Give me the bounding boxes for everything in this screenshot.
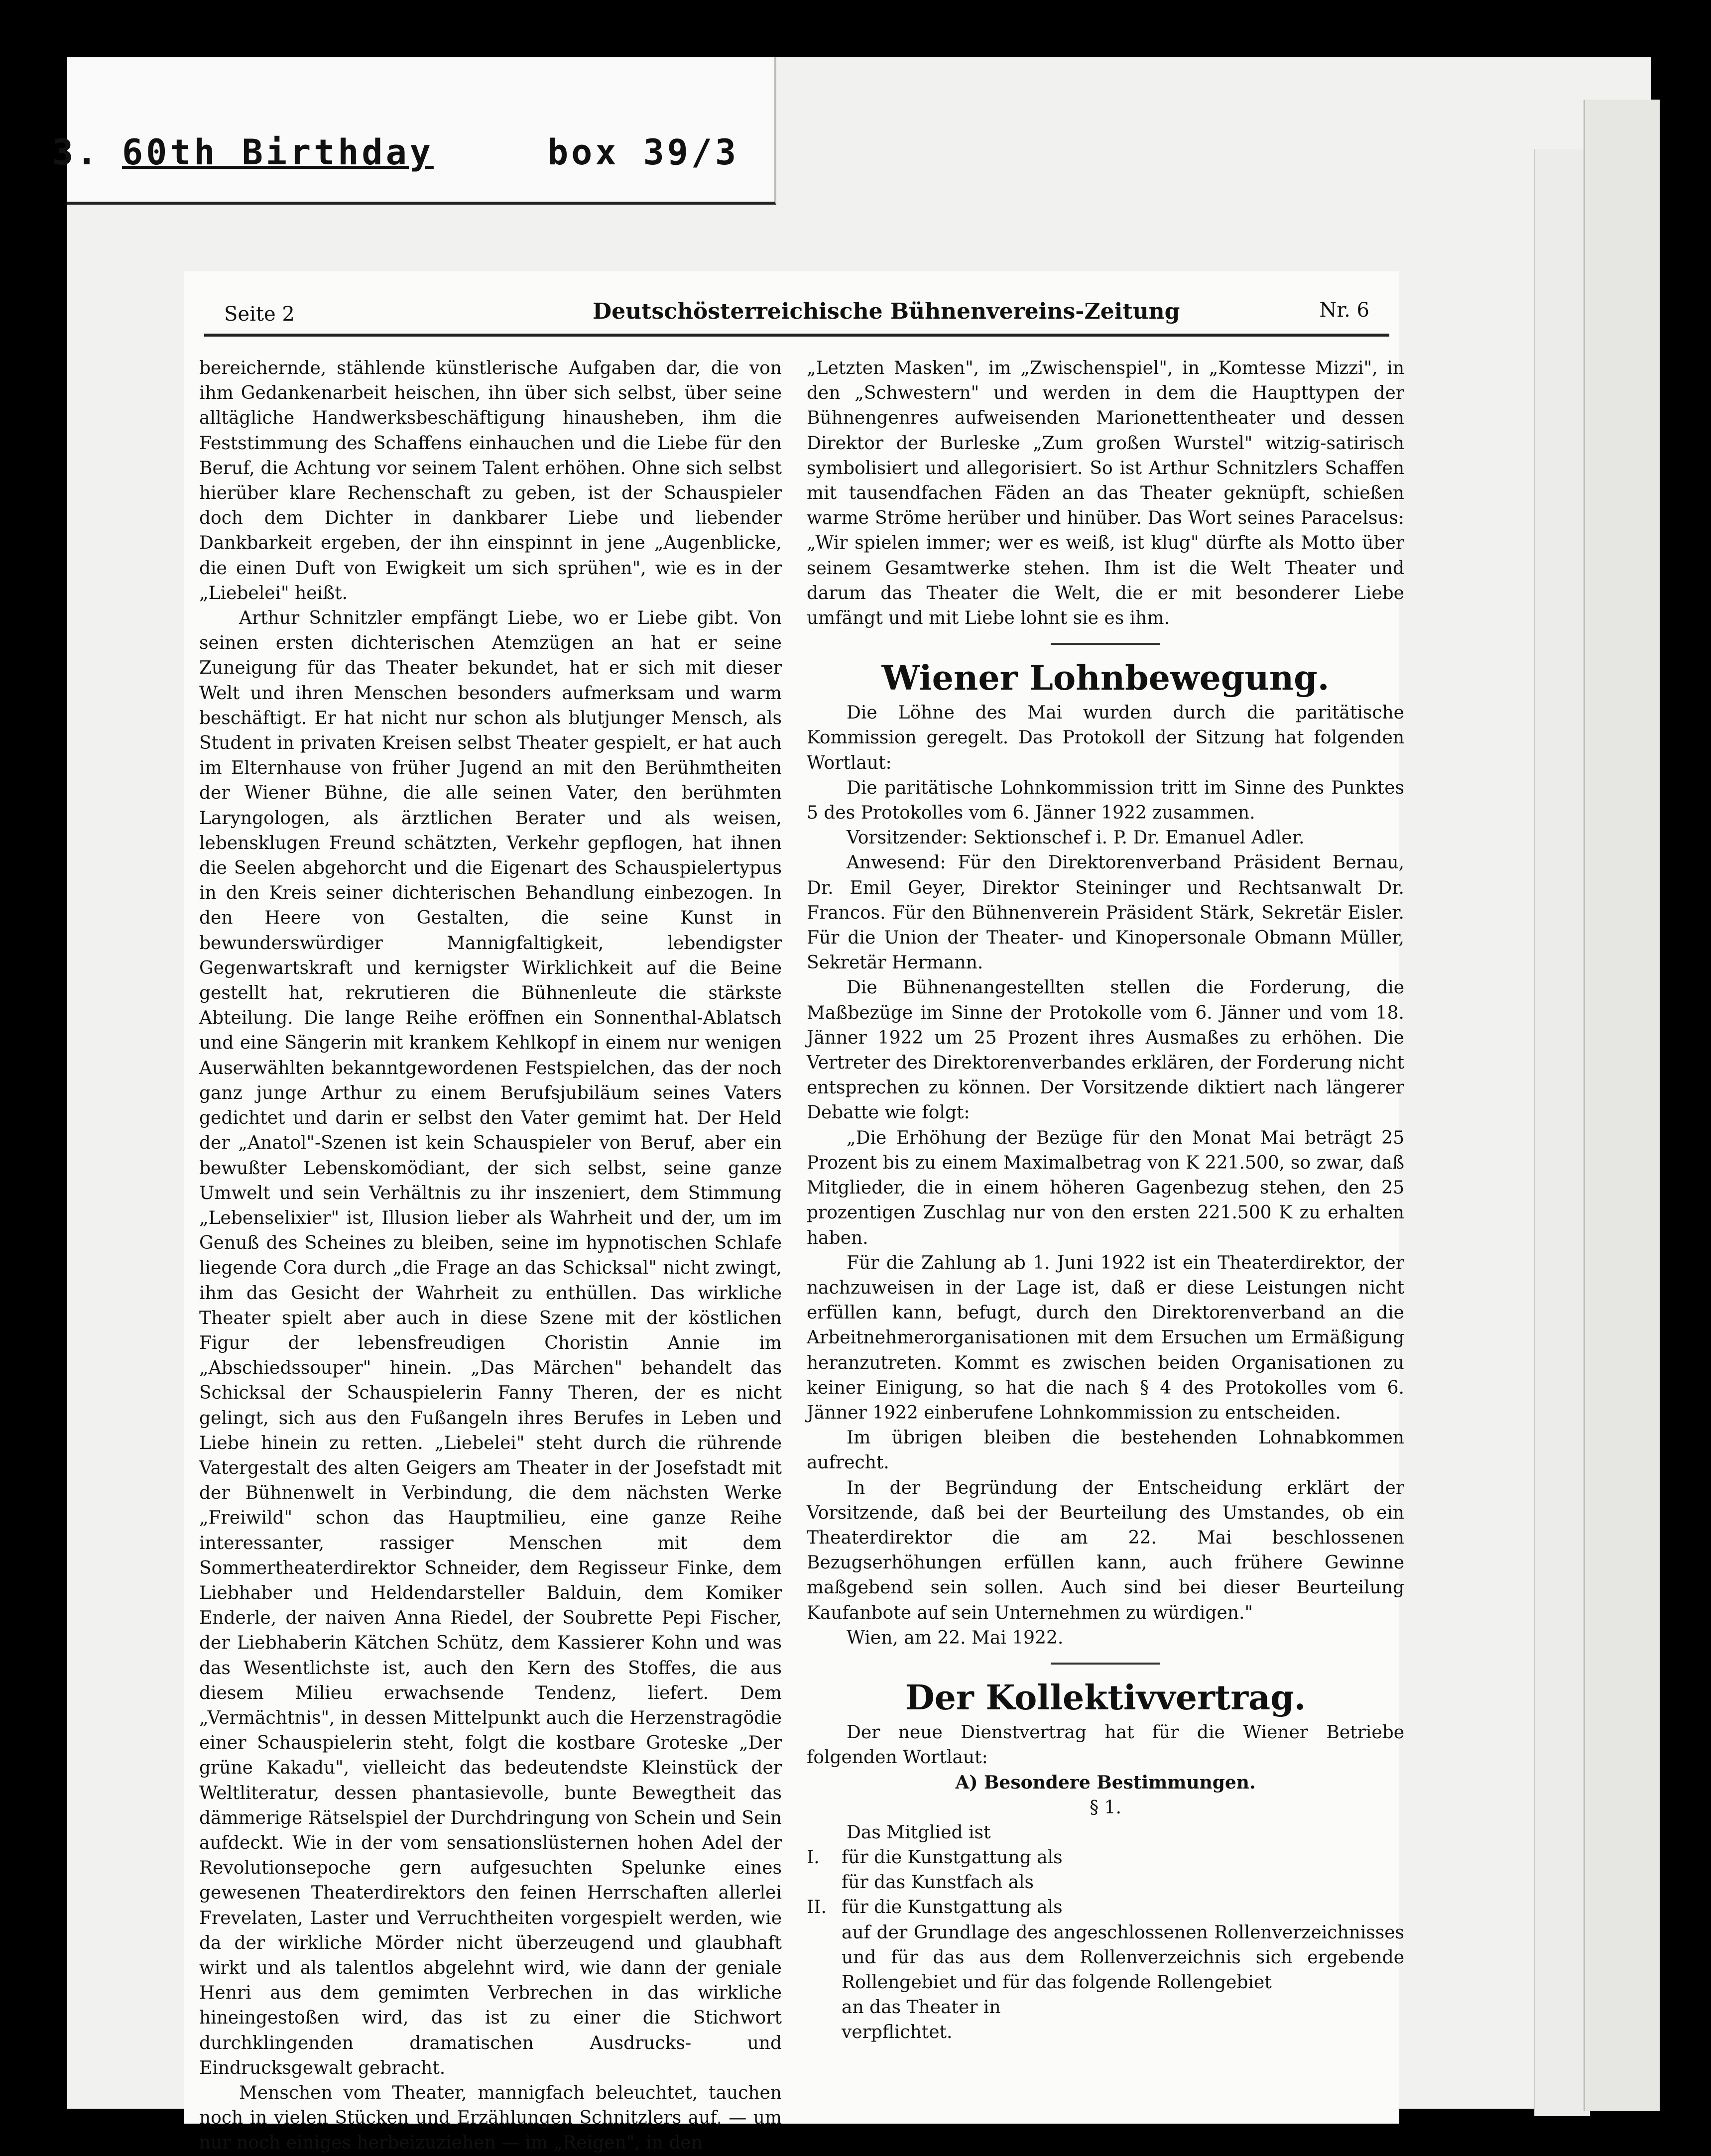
kv-item-line: verpflichtet. (842, 2022, 953, 2043)
page-number: Seite 2 (224, 303, 295, 326)
lohn-date: Wien, am 22. Mai 1922. (847, 1627, 1064, 1648)
newspaper-title: Deutschösterreichische Bühnenvereins-Zeitung (593, 299, 1180, 324)
kv-item (807, 1895, 1404, 1920)
heading-wiener-lohnbewegung: Wiener Lohnbewegung. (881, 658, 1330, 699)
kv-item-line: für die Kunstgattung als (842, 1897, 1063, 1918)
lohn-paragraph: Vorsitzender: Sektionschef i. P. Dr. Emanuel Adler. (847, 828, 1305, 848)
kv-intro: Der neue Dienstvertrag hat für die Wiener Betriebe folgenden Wortlaut: (807, 1722, 1404, 1768)
page-header (204, 299, 1389, 337)
kv-item-line: für die Kunstgattung als (842, 1847, 1063, 1868)
lohn-paragraph: Im übrigen bleiben die bestehenden Lohnabkommen aufrecht. (807, 1428, 1404, 1473)
kv-paragraph-number: § 1. (1090, 1797, 1121, 1818)
left-paragraph: bereichernde, stählende künstlerische Aufgaben dar, die von ihm Gedankenarbeit heischen, ihn über sich selbst, über seine alltägliche Handwerksbeschäftigung hinausheben, ihm die Feststimmung des Schaffens einhauchen und die Liebe für den Beruf, die Achtung vor seinem Talent erhöhen. Ohne sich selbst hierüber klare Rechenschaft zu geben, ist der Schauspieler doch dem Dichter in dankbarer Liebe und liebender Dankbarkeit ergeben, der ihn einspinnt in jene „Augenblicke, die einen Duft von Ewigkeit um sich sprühen", wie es in der „Liebelei" heißt. (199, 358, 782, 603)
left-column (199, 356, 782, 2156)
right-intro-paragraph: „Letzten Masken", im „Zwischenspiel", in „Komtesse Mizzi", in den „Schwestern" und werden in dem die Haupttypen der Bühnengenres aufweisenden Marionettentheater und dessen Direktor der Burleske „Zum großen Wurstel" witzig-satirisch symbolisiert und allegorisiert. So ist Arthur Schnitzlers Schaffen mit tausendfachen Fäden an das Theater geknüpft, schießen warme Ströme herüber und hinüber. Das Wort seines Paracelsus: „Wir spielen immer; wer es weiß, ist klug" dürfte als Motto über seinem Gesamtwerke stehen. Ihm ist die Welt Theater und darum das Theater die Welt, die er mit besonderer Liebe umfängt und mit Liebe lohnt sie es ihm. (807, 358, 1404, 629)
issue-number: Nr. 6 (1319, 299, 1369, 322)
left-paragraph: Menschen vom Theater, mannigfach beleuchtet, tauchen noch in vielen Stücken und Erzählungen Schnitzlers auf, — um nur noch einiges herbeizuziehen — im „Reigen", in den (199, 2083, 782, 2154)
kv-mitglied: Das Mitglied ist (847, 1822, 991, 1843)
kv-item-number: II. (807, 1897, 827, 1918)
archive-label-box: box 39/3 (547, 132, 739, 173)
heading-kollektivvertrag: Der Kollektivvertrag. (905, 1677, 1306, 1718)
section-divider (1051, 643, 1160, 645)
lohn-paragraph: Die Bühnenangestellten stellen die Forderung, die Maßbezüge im Sinne der Protokolle vom 6. Jänner und vom 18. Jänner 1922 um 25 Prozent ihres Ausmaßes zu erhöhen. Die Vertreter des Direktorenverbandes erklären, der Forderung nicht entsprechen zu können. Der Vorsitzende diktiert nach längerer Debatte wie folgt: (807, 977, 1404, 1123)
kv-list (807, 1845, 1404, 2045)
kv-item-line: auf der Grundlage des angeschlossenen Rollenverzeichnisses und für das aus dem Rollenverzeichnis sich ergebende Rollengebiet und für das folgende Rollengebiet (842, 1922, 1404, 1993)
kv-section-title: A) Besondere Bestimmungen. (955, 1772, 1256, 1794)
kv-item-line: für das Kunstfach als (842, 1872, 1034, 1893)
section-divider (1051, 1663, 1160, 1665)
right-column (807, 356, 1404, 2045)
kv-item (807, 1845, 1404, 1870)
lohn-paragraph: „Die Erhöhung der Bezüge für den Monat Mai beträgt 25 Prozent bis zu einem Maximalbetrag von K 221.500, so zwar, daß Mitglieder, die in einem höheren Gagenbezug stehen, den 25 prozentigen Zuschlag nur von den ersten 221.500 K zu erhalten haben. (807, 1127, 1404, 1248)
kv-item-line: an das Theater in (842, 1997, 1001, 2018)
archive-label-title: 60th Birthday (122, 132, 434, 173)
lohn-paragraph: Die Löhne des Mai wurden durch die paritätische Kommission geregelt. Das Protokoll der Sitzung hat folgenden Wortlaut: (807, 703, 1404, 773)
archive-label (52, 132, 739, 173)
lohn-paragraph: Die paritätische Lohnkommission tritt im Sinne des Punktes 5 des Protokolles vom 6. Jänner 1922 zusammen. (807, 777, 1404, 824)
archive-label-strip (67, 57, 776, 205)
lohn-paragraph: Für die Zahlung ab 1. Juni 1922 ist ein Theaterdirektor, der nachzuweisen in der Lage ist, daß er diese Leistungen nicht erfüllen kann, befugt, durch den Direktorenverband an die Arbeitnehmerorganisationen mit dem Ersuchen um Ermäßigung heranzutreten. Kommt es zwischen beiden Organisationen zu keiner Einigung, so hat die nach § 4 des Protokolles vom 6. Jänner 1922 einberufene Lohnkommission zu entscheiden. (807, 1252, 1404, 1423)
kv-item-number: I. (807, 1847, 820, 1868)
lohn-paragraph: Anwesend: Für den Direktorenverband Präsident Bernau, Dr. Emil Geyer, Direktor Steininger und Rechtsanwalt Dr. Francos. Für den Bühnenverein Präsident Stärk, Sekretär Eisler. Für die Union der Theater- und Kinopersonale Obmann Müller, Sekretär Hermann. (807, 852, 1404, 973)
archive-label-lead: 3. (52, 132, 101, 173)
lohn-paragraph: In der Begründung der Entscheidung erklärt der Vorsitzende, daß bei der Beurteilung des Umstandes, ob ein Theaterdirektor die am 22. Mai beschlossenen Bezugserhöhungen erfüllen kann, auch frühere Gewinne maßgebend sein sollen. Auch sind bei dieser Beurteilung Kaufanbote auf sein Unternehmen zu würdigen." (807, 1477, 1404, 1623)
left-paragraph: Arthur Schnitzler empfängt Liebe, wo er Liebe gibt. Von seinen ersten dichterischen Atemzügen an hat er seine Zuneigung für das Theater bekundet, hat er sich mit dieser Welt und ihren Menschen besonders aufmerksam und warm beschäftigt. Er hat nicht nur schon als blutjunger Mensch, als Student in privaten Kreisen selbst Theater gespielt, er hat auch im Elternhause von früher Jugend an mit den Berühmtheiten der Wiener Bühne, die alle seinen Vater, den berühmten Laryngologen, als ärztlichen Berater und als weisen, lebensklugen Freund schätzten, Verkehr gepflogen, hat ihnen die Seelen abgehorcht und die Eigenart des Schauspielertypus in den Kreis seiner dichterischen Behandlung einbezogen. In den Heere von Gestalten, die seine Kunst in bewunderswürdiger Mannigfaltigkeit, lebendigster Gegenwartskraft und kernigster Wirklichkeit auf die Beine gestellt hat, rekrutieren die Bühnenleute die stärkste Abteilung. Die lange Reihe eröffnen ein Sonnenthal-Ablatsch und eine Sängerin mit krankem Kehlkopf in einem nur wenigen Auserwählten bekanntgewordenen Festspielchen, das der noch ganz junge Arthur zu einem Berufsjubiläum seines Vaters gedichtet und darin er selbst den Vater gemimt hat. Der Held der „Anatol"-Szenen ist kein Schauspieler von Beruf, aber ein bewußter Lebenskomödiant, der sich selbst, seine ganze Umwelt und sein Verhältnis zu ihr inszeniert, dem Stimmung „Lebenselixier" ist, Illusion lieber als Wahrheit und der, um im Genuß des Scheines zu bleiben, seine im hypnotischen Schlafe liegende Cora durch „die Frage an das Schicksal" nicht zwingt, ihm das Gesicht der Wahrheit zu enthüllen. Das wirkliche Theater spielt aber auch in diese Szene mit der köstlichen Figur der lebensfreudigen Choristin Annie im „Abschiedssouper" hinein. „Das Märchen" behandelt das Schicksal der Schauspielerin Fanny Theren, der es nicht gelingt, sich aus den Fußangeln ihres Berufes in Leben und Liebe hinein zu retten. „Liebelei" steht durch die rührende Vatergestalt des alten Geigers am Theater in der Josefstadt mit der Bühnenwelt in Verbindung, die dem nächsten Werke „Freiwild" schon das Hauptmilieu, eine ganze Reihe interessanter, rassiger Menschen mit dem Sommertheaterdirektor Schneider, dem Regisseur Finke, dem Liebhaber und Heldendarsteller Balduin, dem Komiker Enderle, der naiven Anna Riedel, der Soubrette Pepi Fischer, der Liebhaberin Kätchen Schütz, dem Kassierer Kohn und was das Wesentlichste ist, auch den Kern des Stoffes, die aus diesem Milieu erwachsende Tendenz, liefert. Dem „Vermächtnis", in dessen Mittelpunkt auch die Herzenstragödie einer Schauspielerin steht, folgt die kostbare Groteske „Der grüne Kakadu", vielleicht das bedeutendste Kleinstück der Weltliteratur, dessen phantasievolle, bunte Bewegtheit das dämmerige Rätselspiel der Durchdringung von Schein und Sein aufdeckt. Wie in der vom sensationslüsternen hohen Adel der Revolutionsepoche gern aufgesuchten Spelunke eines gewesenen Theaterdirektors den feinen Herrschaften allerlei Frevelaten, Laster und Verruchtheiten vorgespielt werden, wie da der wirkliche Mörder nicht überzeugend und glaubhaft wirkt und als talentlos abgelehnt wird, wie dann der geniale Henri aus dem gemimten Verbrechen in das wirkliche hineingestoßen wird, das ist zu einer die Stichwort durchklingenden dramatischen Ausdrucks- und Eindrucksgewalt gebracht. (199, 608, 782, 2078)
sheet-fold (1534, 149, 1590, 2116)
sheet-edge (1584, 100, 1660, 2111)
